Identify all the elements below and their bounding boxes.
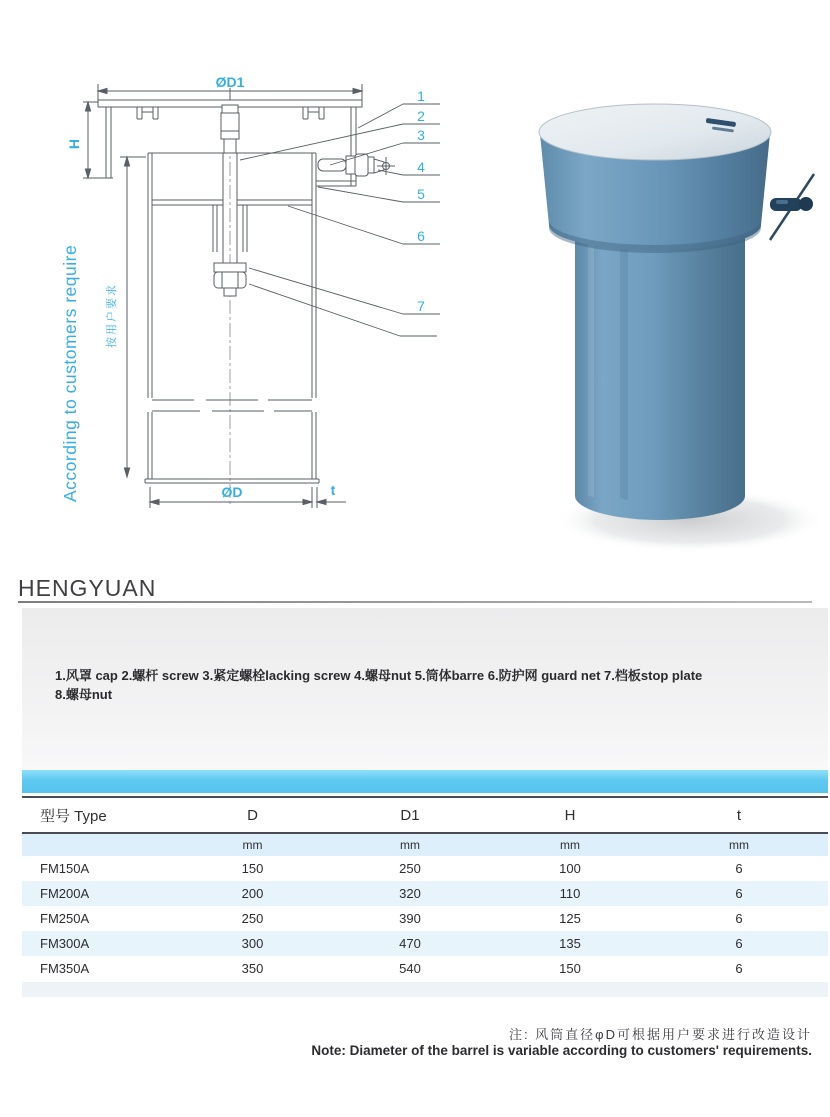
col-header-t: t	[650, 799, 828, 833]
callout-5: 5	[417, 186, 425, 202]
cell-type: FM350A	[40, 961, 90, 976]
col-header-d: D	[175, 799, 330, 833]
footer-note-chinese: 注: 风筒直径φD可根据用户要求进行改造设计	[508, 1027, 812, 1042]
cell-d: 250	[241, 911, 264, 926]
table-top-rule	[22, 796, 828, 798]
cell-h: 135	[490, 931, 650, 956]
cell-h: 125	[559, 911, 581, 926]
table-row	[22, 881, 828, 906]
cell-t: 6	[650, 881, 828, 906]
table-row	[22, 931, 828, 956]
cell-type: FM150A	[40, 861, 90, 876]
photo-barrel	[575, 213, 745, 520]
cell-type: FM300A	[22, 931, 175, 956]
cell-d: 200	[175, 881, 330, 906]
cell-h: 110	[490, 881, 650, 906]
table-unit-row	[22, 833, 828, 856]
cell-d: 300	[175, 931, 330, 956]
table-row	[22, 856, 828, 881]
brand-title: HENGYUAN	[18, 575, 157, 601]
cell-d1: 390	[399, 911, 421, 926]
parts-list-line1: 1.风罩 cap 2.螺杆 screw 3.紧定螺栓lacking screw 4.螺母nut 5.筒体barre 6.防护网 guard net 7.档板stop plate	[55, 668, 703, 683]
callout-6: 6	[417, 228, 425, 244]
break-lines	[152, 400, 312, 411]
spec-table	[22, 799, 828, 981]
callout-2: 2	[417, 108, 425, 124]
cell-d1: 320	[330, 881, 490, 906]
cell-type: FM250A	[40, 911, 90, 926]
photo-cap-top	[539, 104, 771, 160]
col-header-d1: D1	[330, 799, 490, 833]
vertical-note-chinese: 按用户要求	[106, 283, 118, 348]
unit-cell	[22, 833, 175, 856]
cell-d: 150	[241, 861, 264, 876]
unit-cell: mm	[175, 833, 330, 856]
cell-t: 6	[735, 911, 743, 926]
col-header-h: H	[490, 799, 650, 833]
footer-note-english: Note: Diameter of the barrel is variable according to customers' requirements.	[311, 1043, 812, 1058]
col-header-type: 型号 Type	[22, 799, 175, 833]
dim-label-d: ØD	[221, 484, 243, 500]
dim-label-h: H	[66, 138, 82, 150]
table-row	[22, 956, 828, 981]
cell-h: 150	[559, 961, 581, 976]
cell-d1: 470	[330, 931, 490, 956]
product-photo	[470, 28, 820, 568]
callout-1: 1	[417, 88, 425, 104]
dim-label-t: t	[330, 482, 336, 498]
barrel-body-outline	[145, 153, 319, 483]
unit-cell: mm	[650, 833, 828, 856]
guard-net-lines	[152, 200, 312, 205]
callout-4: 4	[417, 159, 425, 175]
vertical-note-english: According to customers require	[60, 244, 80, 502]
cell-h: 100	[559, 861, 581, 876]
cell-t: 6	[650, 931, 828, 956]
unit-cell: mm	[330, 833, 490, 856]
technical-drawing	[0, 0, 460, 560]
unit-cell: mm	[490, 833, 650, 856]
dim-label-d1: ØD1	[215, 74, 245, 90]
table-accent-band	[22, 770, 828, 793]
cell-type: FM200A	[22, 881, 175, 906]
nut-assembly	[214, 263, 246, 296]
cell-d: 350	[241, 961, 264, 976]
cell-d1: 250	[399, 861, 421, 876]
brand-divider	[18, 601, 812, 603]
photo-handle-bolt	[770, 174, 814, 240]
parts-panel	[22, 608, 828, 770]
parts-list-line2: 8.螺母nut	[55, 687, 113, 702]
screw-head	[221, 105, 239, 153]
cell-d1: 540	[399, 961, 421, 976]
callout-7: 7	[417, 298, 425, 314]
callout-3: 3	[417, 127, 425, 143]
cell-t: 6	[735, 961, 743, 976]
callout-leaders	[240, 104, 440, 336]
table-row	[22, 906, 828, 931]
table-header-row	[22, 799, 828, 833]
table-footer-strip	[22, 982, 828, 997]
cell-t: 6	[735, 861, 743, 876]
